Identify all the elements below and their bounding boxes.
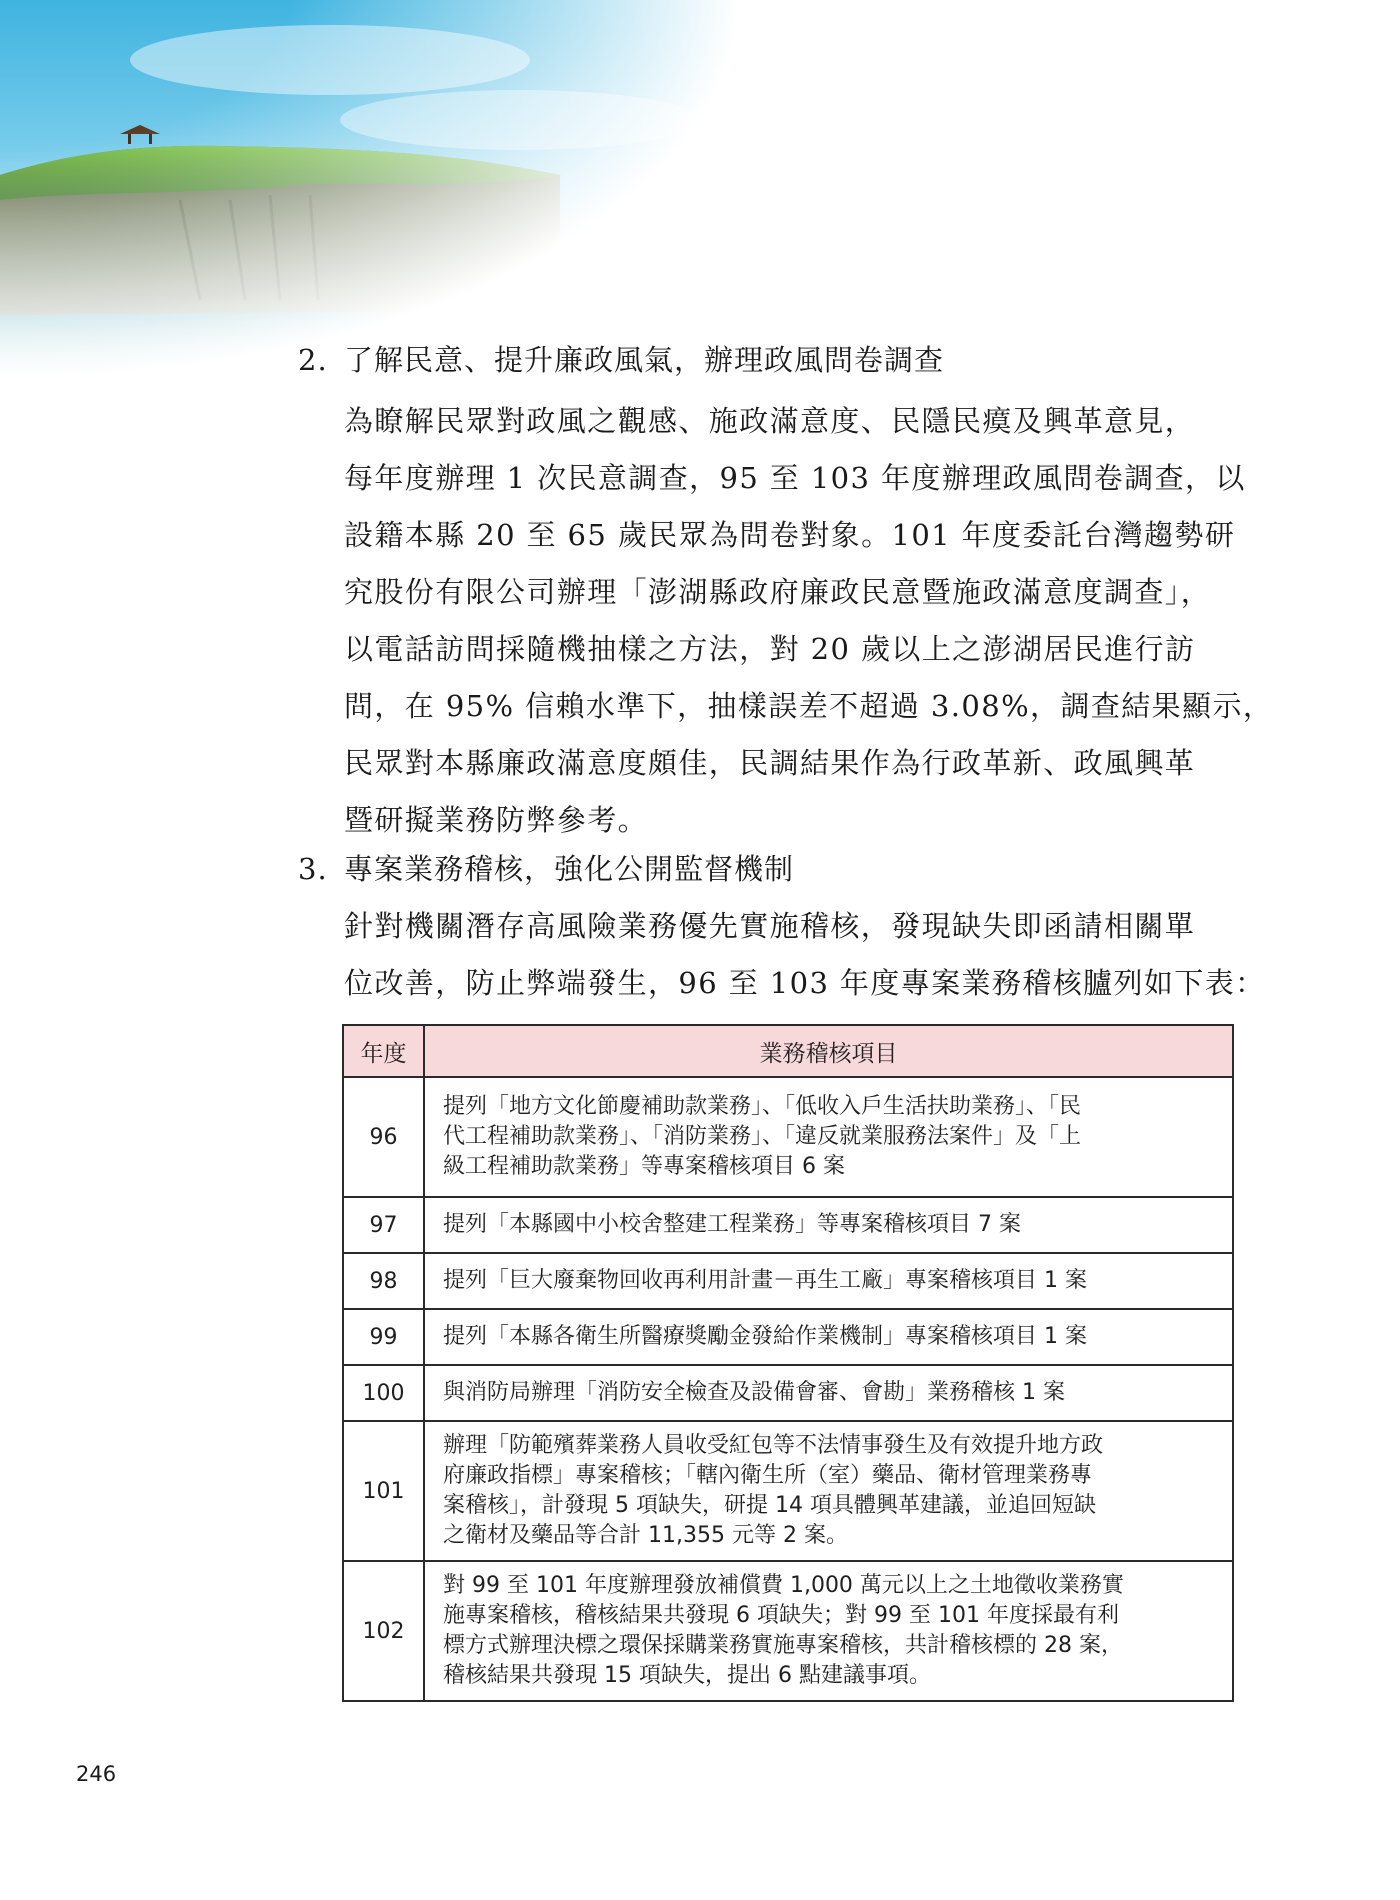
- row-line: 提列「本縣國中小校舍整建工程業務」等專案稽核項目 7 案: [443, 1212, 1021, 1237]
- row-line: 提列「地方文化節慶補助款業務」、「低收入戶生活扶助業務」、「民: [443, 1094, 1082, 1119]
- page-number: 246: [76, 1762, 117, 1786]
- section-3-line: 位改善，防止弊端發生，96 至 103 年度專案業務稽核臚列如下表：: [344, 966, 1266, 1000]
- header-year: 年度: [343, 1025, 424, 1077]
- header-audit-item: 業務稽核項目: [424, 1025, 1233, 1077]
- row-content: [424, 1077, 1233, 1197]
- section-2: [298, 343, 1274, 849]
- audit-table-container: [342, 1024, 1234, 1702]
- row-year: 100: [343, 1365, 424, 1421]
- table-header-row: [343, 1025, 1233, 1077]
- table-row: [343, 1421, 1233, 1561]
- row-line: 代工程補助款業務」、「消防業務」、「違反就業服務法案件」及「上: [443, 1124, 1082, 1149]
- section-2-line: 每年度辦理 1 次民意調查，95 至 103 年度辦理政風問卷調查，以: [344, 461, 1246, 495]
- row-line: 標方式辦理決標之環保採購業務實施專案稽核，共計稽核標的 28 案，: [443, 1633, 1123, 1658]
- section-2-line: 為瞭解民眾對政風之觀感、施政滿意度、民隱民瘼及興革意見，: [344, 404, 1196, 438]
- row-year: 101: [343, 1421, 424, 1561]
- row-line: 稽核結果共發現 15 項缺失，提出 6 點建議事項。: [443, 1663, 931, 1688]
- row-content: [424, 1421, 1233, 1561]
- row-year: 98: [343, 1253, 424, 1309]
- row-content: [424, 1561, 1233, 1701]
- section-3-heading: [298, 852, 1238, 886]
- section-3-number: 3.: [298, 852, 328, 886]
- row-content: [424, 1365, 1233, 1421]
- section-2-line: 設籍本縣 20 至 65 歲民眾為問卷對象。101 年度委託台灣趨勢研: [344, 518, 1236, 552]
- table-row: [343, 1561, 1233, 1701]
- row-line: 級工程補助款業務」等專案稽核項目 6 案: [443, 1154, 845, 1179]
- row-line: 提列「本縣各衛生所醫療獎勵金發給作業機制」專案稽核項目 1 案: [443, 1324, 1087, 1349]
- section-3-line: 針對機關潛存高風險業務優先實施稽核，發現缺失即函請相關單: [344, 909, 1196, 943]
- section-2-line: 問，在 95% 信賴水準下，抽樣誤差不超過 3.08%，調查結果顯示，: [344, 689, 1274, 723]
- table-row: [343, 1077, 1233, 1197]
- row-line: 對 99 至 101 年度辦理發放補償費 1,000 萬元以上之土地徵收業務實: [443, 1573, 1124, 1598]
- row-line: 辦理「防範殯葬業務人員收受紅包等不法情事發生及有效提升地方政: [443, 1433, 1104, 1458]
- row-year: 99: [343, 1309, 424, 1365]
- section-2-number: 2.: [298, 343, 328, 377]
- section-2-body: [344, 393, 1274, 849]
- table-row: [343, 1197, 1233, 1253]
- section-2-line: 民眾對本縣廉政滿意度頗佳，民調結果作為行政革新、政風興革: [344, 746, 1196, 780]
- row-year: 102: [343, 1561, 424, 1701]
- row-line: 案稽核」，計發現 5 項缺失，研提 14 項具體興革建議，並追回短缺: [443, 1493, 1096, 1518]
- section-2-line: 暨研擬業務防弊參考。: [344, 803, 649, 837]
- row-line: 提列「巨大廢棄物回收再利用計畫－再生工廠」專案稽核項目 1 案: [443, 1268, 1087, 1293]
- audit-table: [342, 1024, 1234, 1702]
- section-3-title: 專案業務稽核，強化公開監督機制: [344, 852, 795, 886]
- section-2-title: 了解民意、提升廉政風氣，辦理政風問卷調查: [344, 343, 945, 377]
- table-row: [343, 1309, 1233, 1365]
- section-3: [298, 852, 1266, 1012]
- table-row: [343, 1253, 1233, 1309]
- row-line: 之衛材及藥品等合計 11,355 元等 2 案。: [443, 1523, 848, 1548]
- row-line: 府廉政指標」專案稽核；「轄內衛生所（室）藥品、衛材管理業務專: [443, 1463, 1093, 1488]
- section-2-line: 以電話訪問採隨機抽樣之方法，對 20 歲以上之澎湖居民進行訪: [344, 632, 1196, 666]
- row-content: [424, 1197, 1233, 1253]
- row-line: 施專案稽核，稽核結果共發現 6 項缺失；對 99 至 101 年度採最有利: [443, 1603, 1119, 1628]
- row-content: [424, 1309, 1233, 1365]
- row-year: 96: [343, 1077, 424, 1197]
- table-row: [343, 1365, 1233, 1421]
- row-content: [424, 1253, 1233, 1309]
- section-2-line: 究股份有限公司辦理「澎湖縣政府廉政民意暨施政滿意度調查」，: [344, 575, 1212, 609]
- section-3-body: [344, 898, 1266, 1012]
- section-2-heading: [298, 343, 1238, 377]
- row-line: 與消防局辦理「消防安全檢查及設備會審、會勘」業務稽核 1 案: [443, 1380, 1065, 1405]
- row-year: 97: [343, 1197, 424, 1253]
